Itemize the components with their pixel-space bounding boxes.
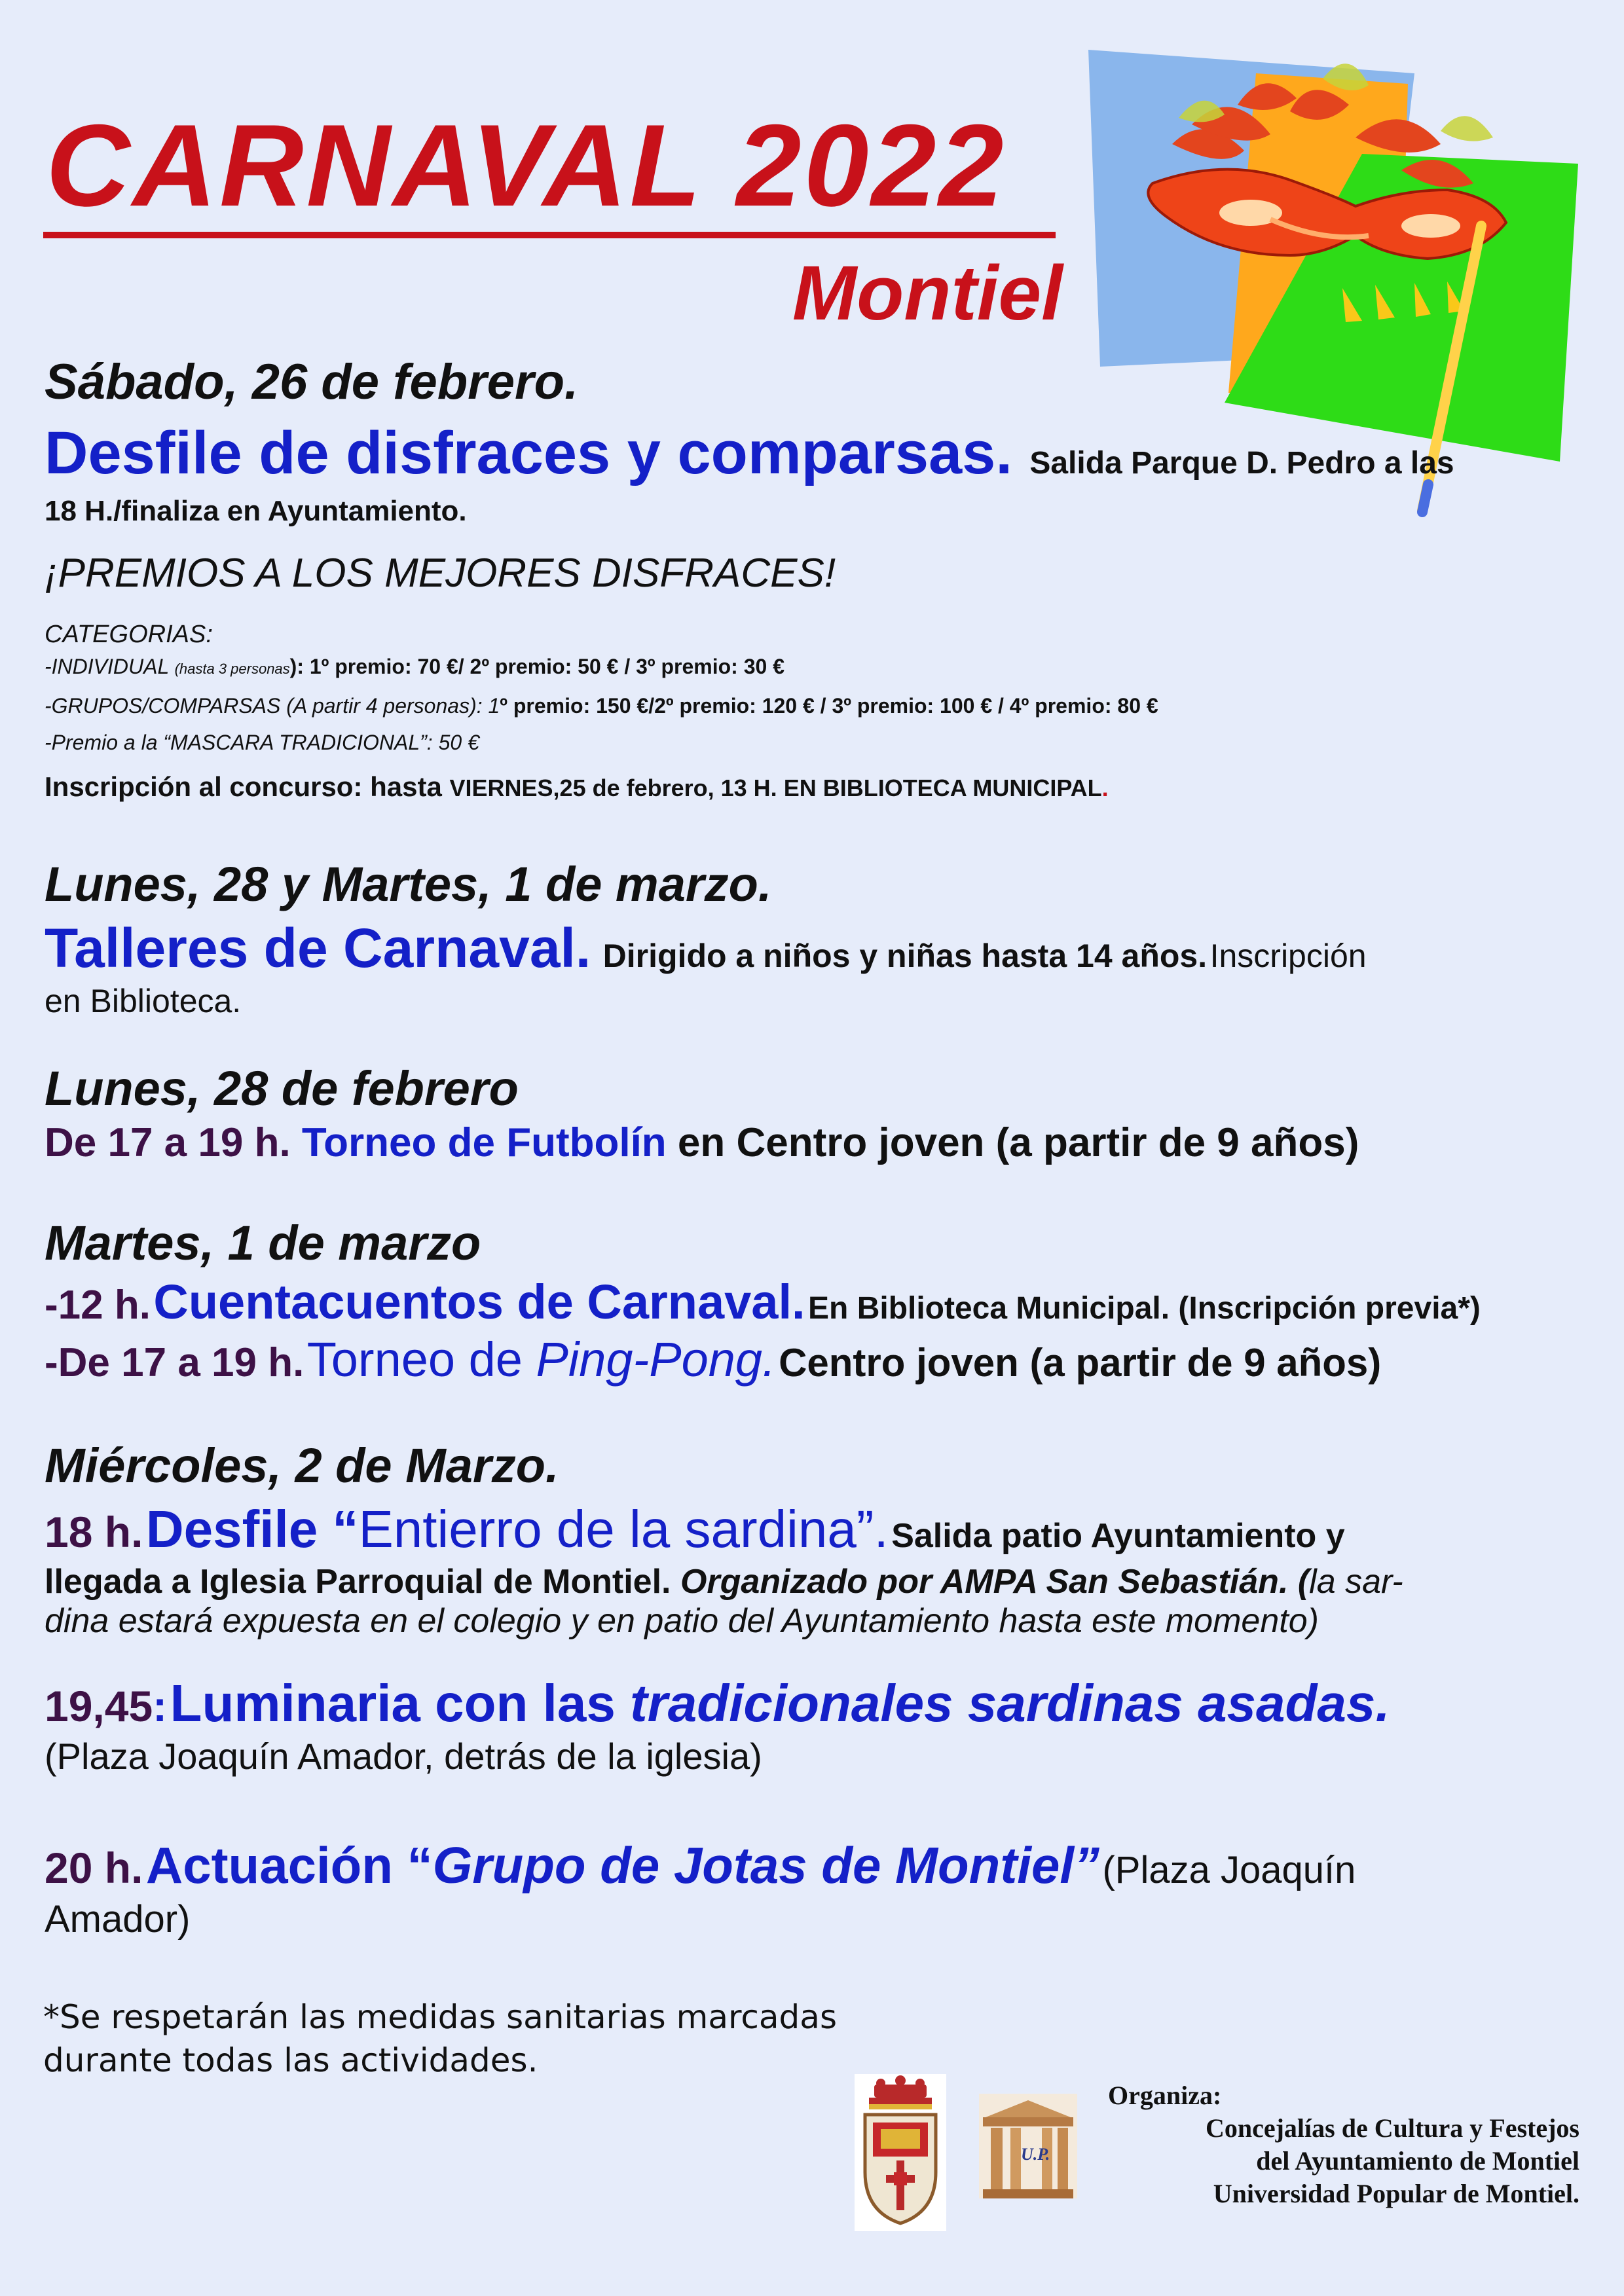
event-futbolin: Torneo de Futbolín	[301, 1120, 667, 1165]
event-pingpong-time: -De 17 a 19 h.	[45, 1340, 304, 1385]
event-jotas-place-cont: Amador)	[45, 1898, 191, 1941]
event-jotas-a: Actuación “	[145, 1836, 433, 1894]
category-mascara: -Premio a la “MASCARA TRADICIONAL”: 50 €	[45, 731, 479, 754]
event-talleres-registration-cont: en Biblioteca.	[45, 983, 242, 1019]
prizes-heading: ¡PREMIOS A LOS MEJORES DISFRACES!	[45, 551, 836, 596]
category-individual-limit: (hasta 3 personas	[174, 661, 290, 677]
event-sardina-note-cont: dina estará expuesta en el colegio y en patio del Ayuntamiento hasta este momento)	[45, 1602, 1319, 1640]
event-pingpong-a: Torneo de	[306, 1332, 536, 1387]
title-underline	[43, 232, 1056, 238]
event-sardina-time: 18 h.	[45, 1508, 143, 1556]
event-sardina-detail-b: llegada a Iglesia Parroquial de Montiel.	[45, 1563, 671, 1601]
category-grupos-label: -GRUPOS/COMPARSAS (A partir 4 personas): 1	[45, 694, 500, 718]
day-heading-lunes-martes: Lunes, 28 y Martes, 1 de marzo.	[45, 857, 772, 911]
organizer-line3: Universidad Popular de Montiel.	[1213, 2179, 1579, 2208]
event-pingpong-detail: Centro joven (a partir de 9 años)	[779, 1341, 1382, 1385]
registration-label: Inscripción al concurso: hasta	[45, 771, 450, 802]
event-desfile-detail: Salida Parque D. Pedro a las	[1029, 446, 1454, 481]
category-individual	[45, 655, 784, 679]
event-talleres-registration: Inscripción	[1209, 938, 1367, 974]
event-futbolin-detail: en Centro joven (a partir de 9 años)	[677, 1120, 1359, 1165]
town-name: Montiel	[792, 250, 1063, 337]
event-jotas-time: 20 h.	[45, 1844, 143, 1892]
organizer-line2: del Ayuntamiento de Montiel	[1256, 2146, 1579, 2176]
category-individual-prizes: ): 1º premio: 70 €/ 2º premio: 50 € / 3º premio: 30 €	[289, 655, 784, 678]
event-sardina-note: la sar-	[1309, 1563, 1403, 1601]
event-sardina-a: Desfile “	[145, 1500, 359, 1558]
registration-deadline: VIERNES,25 de febrero, 13 H. EN BIBLIOTECA MUNICIPAL	[449, 774, 1102, 801]
sanitary-note-line2: durante todas las actividades.	[43, 2041, 538, 2079]
event-luminaria-time: 19,45	[45, 1682, 153, 1730]
organizer-line1: Concejalías de Cultura y Festejos	[1205, 2113, 1579, 2143]
sanitary-note-line1: *Se respetarán las medidas sanitarias marcadas	[43, 1998, 837, 2036]
universidad-popular-logo	[979, 2094, 1077, 2198]
registration-line	[45, 771, 1109, 803]
categories-heading: CATEGORIAS:	[45, 621, 213, 648]
event-luminaria-a: Luminaria con las	[170, 1674, 631, 1732]
day-heading-sabado: Sábado, 26 de febrero.	[45, 354, 579, 410]
event-cuentacuentos-time: -12 h.	[45, 1283, 151, 1328]
event-talleres: Talleres de Carnaval.	[45, 917, 591, 979]
event-luminaria-b: tradicionales sardinas asadas.	[630, 1674, 1390, 1732]
day-heading-martes-1: Martes, 1 de marzo	[45, 1216, 481, 1270]
event-sardina-detail: Salida patio Ayuntamiento y	[891, 1517, 1345, 1555]
event-desfile-disfraces: Desfile de disfraces y comparsas.	[45, 420, 1012, 486]
event-sardina-organizer: Organizado por AMPA San Sebastián. (	[680, 1563, 1310, 1601]
event-jotas-b: Grupo de Jotas de Montiel”	[432, 1836, 1100, 1894]
day-heading-lunes-28: Lunes, 28 de febrero	[45, 1061, 519, 1116]
event-luminaria-place: (Plaza Joaquín Amador, detrás de la iglesia)	[45, 1736, 762, 1777]
event-luminaria-colon: :	[153, 1682, 168, 1730]
event-sardina-b: Entierro de la sardina”.	[358, 1500, 889, 1558]
day-heading-miercoles: Miércoles, 2 de Marzo.	[45, 1438, 559, 1493]
event-jotas-place: (Plaza Joaquín	[1102, 1849, 1356, 1891]
category-grupos-prizes: º premio: 150 €/2º premio: 120 € / 3º premio: 100 € / 4º premio: 80 €	[500, 694, 1158, 718]
up-logo-text: U.P.	[1021, 2145, 1050, 2164]
sanitary-note	[43, 1995, 837, 2082]
montiel-coat-of-arms-logo	[855, 2074, 946, 2231]
event-desfile-detail-cont: 18 H./finaliza en Ayuntamiento.	[45, 495, 467, 527]
category-individual-label: -INDIVIDUAL	[45, 655, 169, 678]
event-futbolin-time: De 17 a 19 h.	[45, 1120, 291, 1165]
event-talleres-audience: Dirigido a niños y niñas hasta 14 años.	[602, 938, 1208, 974]
organizer-heading: Organiza:	[1108, 2081, 1222, 2110]
organizer-block	[1069, 2112, 1579, 2210]
category-grupos	[45, 694, 1158, 718]
registration-dot: .	[1101, 774, 1109, 801]
event-pingpong-b: Ping-Pong.	[536, 1332, 776, 1387]
event-cuentacuentos-detail: En Biblioteca Municipal. (Inscripción previa*)	[808, 1291, 1481, 1326]
event-cuentacuentos: Cuentacuentos de Carnaval.	[153, 1275, 805, 1329]
page-title: CARNAVAL 2022	[46, 100, 1006, 230]
